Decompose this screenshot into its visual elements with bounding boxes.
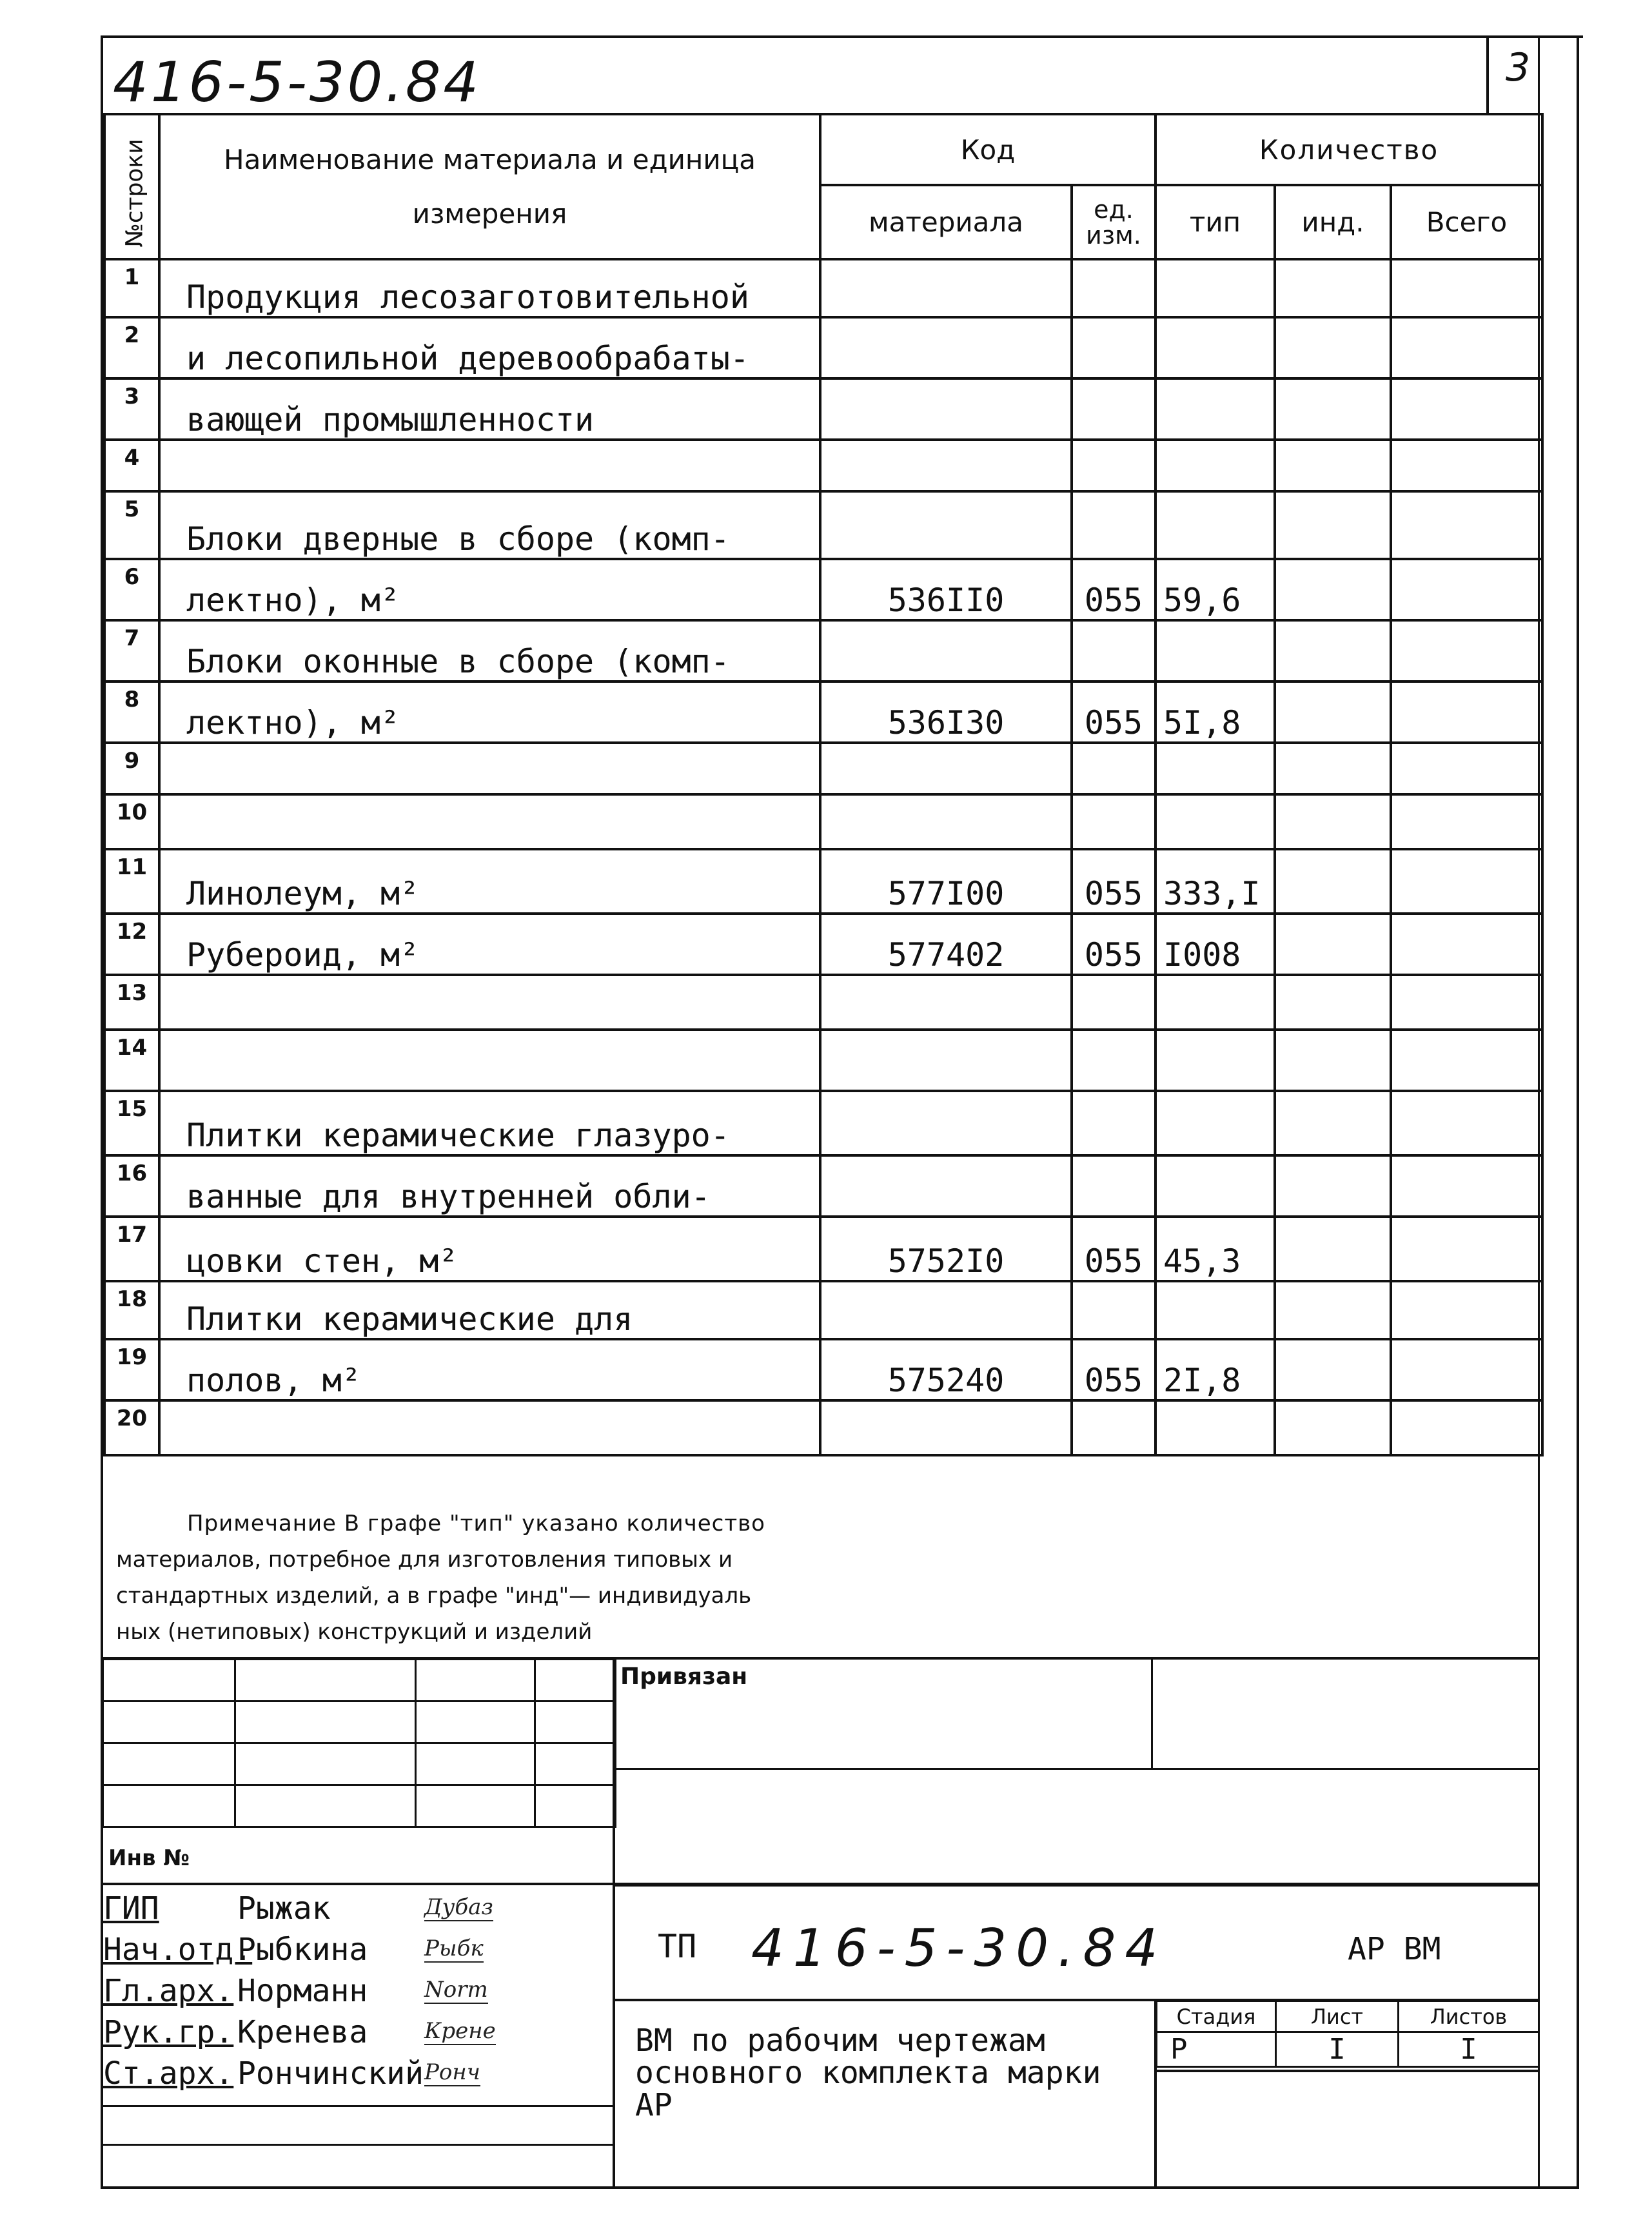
unit-code-cell: [1072, 378, 1155, 440]
vsego-cell: [1391, 259, 1542, 317]
material-code-cell: [820, 743, 1072, 794]
unit-code-cell: [1072, 1281, 1155, 1339]
table-row: [104, 259, 1542, 317]
table-row: [104, 440, 1542, 491]
unit-code-cell: [1072, 743, 1155, 794]
ind-cell: [1275, 914, 1391, 975]
inv-no-label: Инв №: [108, 1845, 190, 1871]
vsego-cell: [1391, 620, 1542, 681]
ind-cell: [1275, 1339, 1391, 1400]
vsego-cell: [1391, 681, 1542, 743]
material-code-cell: [820, 317, 1072, 378]
row-number-cell: 20: [104, 1400, 159, 1455]
material-code-cell: [820, 259, 1072, 317]
staff-row: [102, 2053, 615, 2094]
sheets-value: I: [1399, 2032, 1539, 2067]
unit-code-cell: [1072, 440, 1155, 491]
material-code-cell: 5752I0: [820, 1217, 1072, 1281]
title-line-3: АР: [635, 2087, 673, 2123]
row-number-cell: 15: [104, 1091, 159, 1155]
staff-role: ГИП: [103, 1890, 159, 1927]
tp-line-top: [614, 1884, 1539, 1887]
vsego-cell: [1391, 1217, 1542, 1281]
ind-cell: [1275, 1091, 1391, 1155]
stage-bottom-line: [1155, 2070, 1539, 2072]
name-cell: Блоки оконные в сборе (комп-: [159, 620, 820, 681]
tip-header: тип: [1155, 185, 1275, 259]
frame-right: [1577, 35, 1579, 2189]
ind-cell: [1275, 559, 1391, 620]
materials-rows: [104, 259, 1542, 1455]
staff-role: Нач.отд.: [103, 1932, 253, 1968]
vsego-cell: [1391, 1339, 1542, 1400]
vsego-header: Всего: [1391, 185, 1542, 259]
ind-cell: [1275, 743, 1391, 794]
ind-cell: [1275, 440, 1391, 491]
title-line-1: ВМ по рабочим чертежам: [635, 2023, 1045, 2059]
staff-grid-bottom-2: [101, 2144, 614, 2146]
document-title: [635, 2025, 1101, 2121]
ind-cell: [1275, 259, 1391, 317]
row-number-cell: 1: [104, 259, 159, 317]
sheet-label: Лист: [1276, 2001, 1399, 2032]
row-number-cell: 18: [104, 1281, 159, 1339]
staff-role: Рук.гр.: [103, 2014, 234, 2050]
table-row: [104, 491, 1542, 559]
sheet-value: I: [1276, 2032, 1399, 2067]
staff-signature: Дубаз: [424, 1894, 493, 1920]
name-cell: лектно), м²: [159, 559, 820, 620]
ind-cell: [1275, 1155, 1391, 1217]
table-row: [104, 794, 1542, 849]
name-cell: Рубероид, м²: [159, 914, 820, 975]
row-number-cell: 13: [104, 975, 159, 1030]
name-cell: Плитки керамические для: [159, 1281, 820, 1339]
vsego-cell: [1391, 975, 1542, 1030]
unit-code-cell: [1072, 975, 1155, 1030]
tip-cell: 45,3: [1155, 1217, 1275, 1281]
material-code-cell: 536I30: [820, 681, 1072, 743]
staff-grid-bottom-1: [101, 2105, 614, 2107]
ind-cell: [1275, 1030, 1391, 1091]
unit-code-cell: [1072, 1400, 1155, 1455]
unit-code-cell: 055: [1072, 1217, 1155, 1281]
tip-cell: 59,6: [1155, 559, 1275, 620]
row-number-cell: 10: [104, 794, 159, 849]
sheets-label: Листов: [1399, 2001, 1539, 2032]
note-line-1: Примечание В графе "тип" указано количество: [187, 1511, 765, 1536]
note-line-4: ных (нетиповых) конструкций и изделий: [116, 1619, 593, 1645]
material-code-cell: [820, 975, 1072, 1030]
material-code-cell: [820, 1091, 1072, 1155]
note-line-3: стандартных изделий, а в графе "инд"— индивидуаль: [116, 1583, 752, 1609]
table-row: [104, 559, 1542, 620]
tip-cell: 2I,8: [1155, 1339, 1275, 1400]
table-row: [104, 914, 1542, 975]
staff-row: [102, 1970, 615, 2012]
ind-cell: [1275, 1400, 1391, 1455]
mark-label: АР ВМ: [1348, 1931, 1441, 1967]
ind-cell: [1275, 491, 1391, 559]
ind-cell: [1275, 681, 1391, 743]
row-number-cell: 9: [104, 743, 159, 794]
vsego-cell: [1391, 743, 1542, 794]
table-row: [104, 681, 1542, 743]
document-code: 416-5-30.84: [113, 50, 482, 115]
kod-header: Код: [820, 114, 1155, 185]
row-number-cell: 3: [104, 378, 159, 440]
frame-bottom: [101, 2186, 1579, 2189]
tip-cell: [1155, 317, 1275, 378]
vsego-cell: [1391, 1400, 1542, 1455]
ind-cell: [1275, 849, 1391, 914]
tip-cell: [1155, 1155, 1275, 1217]
tip-cell: [1155, 378, 1275, 440]
name-cell: лектно), м²: [159, 681, 820, 743]
name-cell: [159, 1030, 820, 1091]
staff-signature: Рыбк: [424, 1936, 484, 1961]
stamp-left-grid: [102, 1658, 616, 1828]
staff-role: Гл.арх.: [103, 1973, 234, 2009]
name-cell: [159, 440, 820, 491]
tip-cell: 333,I: [1155, 849, 1275, 914]
unit-code-cell: 055: [1072, 914, 1155, 975]
table-row: [104, 1400, 1542, 1455]
table-row: [104, 1155, 1542, 1217]
vsego-cell: [1391, 317, 1542, 378]
staff-list: [102, 1888, 615, 2094]
title-line-2: основного комплекта марки: [635, 2055, 1101, 2091]
table-row: [104, 620, 1542, 681]
name-cell: ванные для внутренней обли-: [159, 1155, 820, 1217]
ind-cell: [1275, 378, 1391, 440]
staff-row: [102, 2012, 615, 2053]
tip-cell: [1155, 1281, 1275, 1339]
staff-name: Норманн: [237, 1973, 368, 2009]
tip-cell: [1155, 1091, 1275, 1155]
material-code-cell: [820, 1155, 1072, 1217]
kolichestvo-header: Количество: [1155, 114, 1542, 185]
table-row: [104, 975, 1542, 1030]
staff-role: Ст.арх.: [103, 2055, 234, 2092]
ind-cell: [1275, 794, 1391, 849]
name-cell: полов, м²: [159, 1339, 820, 1400]
vsego-cell: [1391, 914, 1542, 975]
tip-cell: I008: [1155, 914, 1275, 975]
staff-signature: Крене: [424, 2018, 496, 2044]
unit-header: ед. изм.: [1072, 185, 1155, 259]
vsego-cell: [1391, 794, 1542, 849]
sheet-number-box-left: [1486, 35, 1489, 113]
row-number-cell: 7: [104, 620, 159, 681]
tip-cell: [1155, 743, 1275, 794]
tip-cell: [1155, 975, 1275, 1030]
note-line-2: материалов, потребное для изготовления типовых и: [116, 1547, 733, 1573]
privyazan-divider-h: [614, 1768, 1539, 1770]
staff-name: Рыбкина: [237, 1932, 368, 1968]
note: [116, 1505, 954, 1650]
tip-cell: [1155, 1030, 1275, 1091]
row-number-cell: 17: [104, 1217, 159, 1281]
name-cell: [159, 794, 820, 849]
row-number-cell: 4: [104, 440, 159, 491]
staff-name: Кренева: [237, 2014, 368, 2050]
privyazan-label: Привязан: [620, 1663, 748, 1690]
staff-name: Рыжак: [237, 1890, 331, 1927]
ind-cell: [1275, 1217, 1391, 1281]
unit-code-cell: 055: [1072, 681, 1155, 743]
unit-code-cell: [1072, 1155, 1155, 1217]
ind-header: инд.: [1275, 185, 1391, 259]
table-row: [104, 849, 1542, 914]
material-code-cell: 575240: [820, 1339, 1072, 1400]
tp-code: 416-5-30.84: [751, 1918, 1167, 1978]
material-code-cell: [820, 1030, 1072, 1091]
table-row: [104, 743, 1542, 794]
tip-cell: [1155, 1400, 1275, 1455]
tip-cell: [1155, 794, 1275, 849]
unit-code-cell: [1072, 620, 1155, 681]
name-cell: Линолеум, м²: [159, 849, 820, 914]
row-number-cell: 8: [104, 681, 159, 743]
privyazan-divider-v: [1151, 1658, 1153, 1768]
row-number-cell: 14: [104, 1030, 159, 1091]
stage-table: [1155, 2000, 1540, 2068]
row-number-cell: 19: [104, 1339, 159, 1400]
name-cell: цовки стен, м²: [159, 1217, 820, 1281]
table-row: [104, 1339, 1542, 1400]
tip-cell: [1155, 620, 1275, 681]
unit-code-cell: 055: [1072, 1339, 1155, 1400]
table-row: [104, 317, 1542, 378]
name-cell: [159, 975, 820, 1030]
vsego-cell: [1391, 440, 1542, 491]
material-code-cell: 577I00: [820, 849, 1072, 914]
table-row: [104, 378, 1542, 440]
tip-cell: [1155, 491, 1275, 559]
material-code-cell: [820, 378, 1072, 440]
name-cell: [159, 743, 820, 794]
row-number-cell: 2: [104, 317, 159, 378]
vsego-cell: [1391, 1030, 1542, 1091]
tip-cell: [1155, 259, 1275, 317]
name-cell: Продукция лесозаготовительной: [159, 259, 820, 317]
unit-code-cell: 055: [1072, 559, 1155, 620]
table-row: [104, 1217, 1542, 1281]
name-cell: Плитки керамические глазуро-: [159, 1091, 820, 1155]
staff-name: Рончинский: [237, 2055, 424, 2092]
name-header-text: Наименование материала и единица измерения: [224, 143, 756, 230]
unit-code-cell: [1072, 1030, 1155, 1091]
sheet-number: 3: [1506, 45, 1531, 90]
stamp-left-divider: [613, 1658, 615, 2189]
frame-top: [103, 35, 1583, 38]
staff-signature: Ронч: [424, 2059, 480, 2085]
unit-code-cell: [1072, 491, 1155, 559]
name-cell: и лесопильной деревообрабаты-: [159, 317, 820, 378]
material-code-cell: [820, 794, 1072, 849]
table-row: [104, 1281, 1542, 1339]
ind-cell: [1275, 1281, 1391, 1339]
material-code-cell: [820, 440, 1072, 491]
tp-label: ТП: [658, 1928, 697, 1965]
name-cell: [159, 1400, 820, 1455]
row-number-cell: 6: [104, 559, 159, 620]
material-code-cell: 577402: [820, 914, 1072, 975]
unit-code-cell: 055: [1072, 849, 1155, 914]
vsego-cell: [1391, 1281, 1542, 1339]
material-code-cell: 536II0: [820, 559, 1072, 620]
row-number-cell: 12: [104, 914, 159, 975]
unit-code-cell: [1072, 794, 1155, 849]
name-header: [159, 114, 820, 259]
staff-row: [102, 1888, 615, 1929]
table-row: [104, 1091, 1542, 1155]
ind-cell: [1275, 975, 1391, 1030]
row-number-header: [104, 114, 159, 259]
vsego-cell: [1391, 559, 1542, 620]
unit-code-cell: [1072, 1091, 1155, 1155]
vsego-cell: [1391, 378, 1542, 440]
material-code-cell: [820, 1281, 1072, 1339]
vsego-cell: [1391, 849, 1542, 914]
name-cell: Блоки дверные в сборе (комп-: [159, 491, 820, 559]
name-cell: вающей промышленности: [159, 378, 820, 440]
row-number-cell: 16: [104, 1155, 159, 1217]
material-code-cell: [820, 1400, 1072, 1455]
table-row: [104, 1030, 1542, 1091]
tip-cell: [1155, 440, 1275, 491]
unit-code-cell: [1072, 259, 1155, 317]
staff-row: [102, 1929, 615, 1970]
vsego-cell: [1391, 1091, 1542, 1155]
staff-signature: Norm: [424, 1977, 488, 2003]
vsego-cell: [1391, 491, 1542, 559]
tip-cell: 5I,8: [1155, 681, 1275, 743]
stage-label: Стадия: [1157, 2001, 1276, 2032]
materials-table: [103, 113, 1544, 1456]
material-code-cell: [820, 491, 1072, 559]
material-code-cell: [820, 620, 1072, 681]
vsego-cell: [1391, 1155, 1542, 1217]
row-number-cell: 5: [104, 491, 159, 559]
row-number-cell: 11: [104, 849, 159, 914]
stage-value: Р: [1157, 2032, 1276, 2067]
unit-code-cell: [1072, 317, 1155, 378]
row-number-header-text: №строки: [121, 139, 148, 248]
ind-cell: [1275, 620, 1391, 681]
ind-cell: [1275, 317, 1391, 378]
material-header: материала: [820, 185, 1072, 259]
